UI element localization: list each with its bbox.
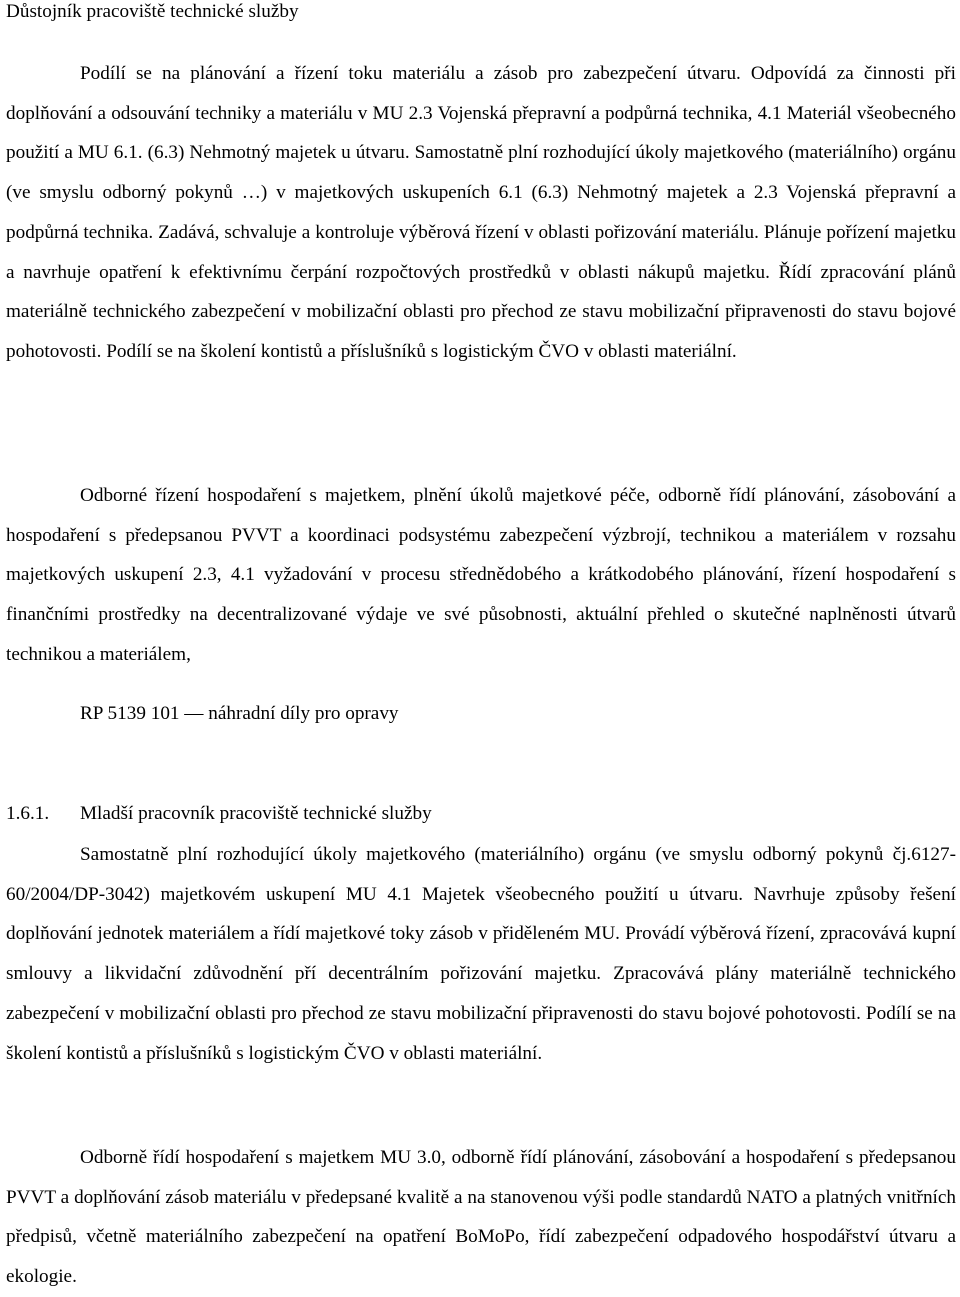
budget-item-line: RP 5139 101 — náhradní díly pro opravy: [80, 703, 399, 724]
paragraph-junior-management: Odborně řídí hospodaření s majetkem MU 3.0, odborně řídí plánování, zásobování a hospodaření s předepsanou PVVT a doplňování zásob materiálu v předepsané kvalitě a na stanovenou výši podle standardů NATO a platných vnitřních předpisů, včetně materiálního zabezpečení na opatření BoMoPo, řídí zabezpečení odpadového hospodářství útvaru a ekologie.: [6, 1147, 956, 1288]
paragraph-property-management: Odborné řízení hospodaření s majetkem, plnění úkolů majetkové péče, odborně řídí plánování, zásobování a hospodaření s předepsanou PVVT a koordinaci podsystému zabezpečení výzbrojí, technikou a materiálem v rozsahu majetkových uskupení 2.3, 4.1 vyžadování v procesu střednědobého a krátkodobého plánování, řízení hospodaření s finančními prostředky na decentralizované výdaje ve své působnosti, aktuální přehled o skutečné naplněnosti útvarů technikou a materiálem,: [6, 485, 956, 665]
paragraph-junior-duties: Samostatně plní rozhodující úkoly majetkového (materiálního) orgánu (ve smyslu odborný pokynů čj.6127-60/2004/DP-3042) majetkovém uskupení MU 4.1 Majetek všeobecného použití u útvaru. Navrhuje způsoby řešení doplňování jednotek materiálem a řídí majetkové toky zásob v přiděleném MU. Provádí výběrová řízení, zpracovává kupní smlouvy a likvidační zdůvodnění pří decentrálním pořizování majetku. Zpracovává plány materiálně technického zabezpečení v mobilizační oblasti pro přechod ze stavu mobilizační připravenosti do stavu bojové pohotovosti. Podílí se na školení kontistů a příslušníků s logistickým ČVO v oblasti materiální.: [6, 844, 956, 1064]
section-title: Mladší pracovník pracoviště technické služby: [80, 803, 432, 824]
paragraph-officer-duties: Podílí se na plánování a řízení toku materiálu a zásob pro zabezpečení útvaru. Odpovídá za činnosti při doplňování a odsouvání techniky a materiálu v MU 2.3 Vojenská přepravní a podpůrná technika, 4.1 Materiál všeobecného použití a MU 6.1. (6.3) Nehmotný majetek u útvaru. Samostatně plní rozhodující úkoly majetkového (materiálního) orgánu (ve smyslu odborný pokynů …) v majetkových uskupeních 6.1 (6.3) Nehmotný majetek a 2.3 Vojenská přepravní a podpůrná technika. Zadává, schvaluje a kontroluje výběrová řízení v oblasti pořizování materiálu. Plánuje pořízení majetku a navrhuje opatření k efektivnímu čerpání rozpočtových prostředků v oblasti nákupů majetku. Řídí zpracování plánů materiálně technického zabezpečení v mobilizační oblasti pro přechod ze stavu mobilizační připravenosti do stavu bojové pohotovosti. Podílí se na školení kontistů a příslušníků s logistickým ČVO v oblasti materiální.: [6, 63, 956, 362]
section-heading-officer: Důstojník pracoviště technické služby: [6, 1, 299, 22]
section-heading-junior: [6, 802, 956, 826]
section-number: 1.6.1.: [6, 803, 50, 824]
